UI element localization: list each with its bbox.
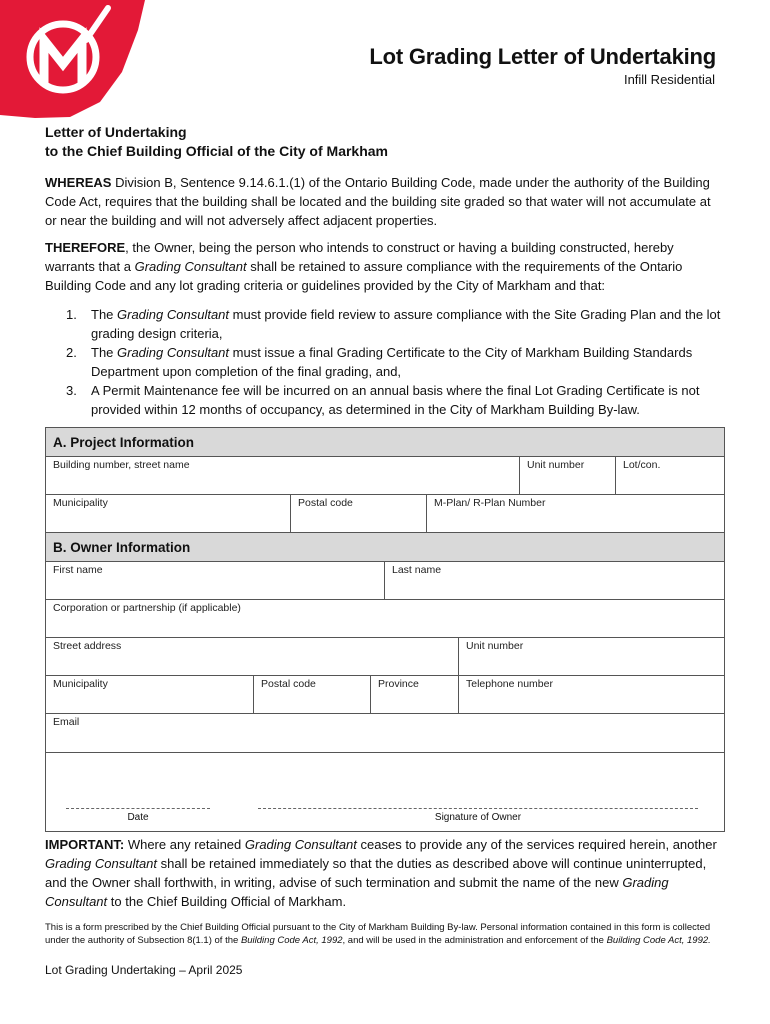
owner-municipality-field[interactable]: Municipality xyxy=(46,676,254,713)
street-address-field[interactable]: Street address xyxy=(46,638,459,675)
project-municipality-field[interactable]: Municipality xyxy=(46,495,291,532)
last-name-field[interactable]: Last name xyxy=(392,564,442,576)
whereas-paragraph: WHEREAS Division B, Sentence 9.14.6.1.(1) of the Ontario Building Code, made under the authority of the Building Code Act, requires that the building shall be located and the building site graded so that water will not accumulate at or near the building and will not adversely affect adjacent properties. xyxy=(45,175,711,228)
city-of-markham-logo xyxy=(0,0,150,122)
mplan-rplan-field[interactable]: M-Plan/ R-Plan Number xyxy=(434,497,546,509)
list-item: 2. The Grading Consultant must issue a final Grading Certificate to the City of Markham Building Standards Department upon completion of the final grading, and, xyxy=(66,345,693,379)
corporation-field[interactable]: Corporation or partnership (if applicable) xyxy=(53,602,241,614)
project-postal-code-field[interactable]: Postal code xyxy=(291,495,427,532)
letter-heading: Letter of Undertaking to the Chief Building Official of the City of Markham xyxy=(45,124,389,159)
privacy-footnote: This is a form prescribed by the Chief Building Official pursuant to the City of Markham Building By-law. Personal information contained in this form is collected under the authority of Subsection 8(1.1) of the Building Code Act, 1992, and will be used in the administration and enforcement of the Building Code Act, 1992. xyxy=(45,922,711,946)
building-number-street-field[interactable]: Building number, street name xyxy=(46,457,520,494)
owner-postal-code-field[interactable]: Postal code xyxy=(254,676,371,713)
important-notice: IMPORTANT: Where any retained Grading Consultant ceases to provide any of the services required herein, another Grading Consultant shall be retained immediately so that the duties as described above will continue uninterrupted, and the Owner shall forthwith, in writing, advise of such termination and submit the name of the new Grading Consultant to the Chief Building Official of Markham. xyxy=(45,837,717,909)
telephone-field[interactable]: Telephone number xyxy=(466,678,553,690)
province-field[interactable]: Province xyxy=(371,676,459,713)
signature-area[interactable] xyxy=(46,752,724,831)
list-item: 1. The Grading Consultant must provide field review to assure compliance with the Site Grading Plan and the lot grading design criteria, xyxy=(66,307,721,341)
therefore-paragraph: THEREFORE, the Owner, being the person who intends to construct or having a building constructed, hereby warrants that a Grading Consultant shall be retained to assure compliance with the requirements of the Ontario Building Code and any lot grading criteria or guidelines provided by the City of Markham and that: xyxy=(45,240,683,293)
undertaking-form xyxy=(45,427,725,832)
form-version-footer: Lot Grading Undertaking – April 2025 xyxy=(45,963,243,977)
signature-line xyxy=(258,808,698,809)
lot-con-field[interactable]: Lot/con. xyxy=(623,459,661,471)
date-line xyxy=(66,808,210,809)
owner-unit-number-field[interactable]: Unit number xyxy=(466,640,524,652)
section-b-title: B. Owner Information xyxy=(46,533,724,562)
list-item: 3. A Permit Maintenance fee will be incurred on an annual basis where the final Lot Grading Certificate is not provided within 12 months of occupancy, as determined in the City of Markham Building By-law. xyxy=(66,383,700,417)
page-subtitle: Infill Residential xyxy=(623,72,715,87)
email-field[interactable]: Email xyxy=(53,716,80,728)
page-title: Lot Grading Letter of Undertaking xyxy=(369,44,716,69)
section-a-title: A. Project Information xyxy=(46,428,724,457)
project-unit-number-field[interactable]: Unit number xyxy=(520,457,616,494)
date-label: Date xyxy=(127,812,149,823)
signature-label: Signature of Owner xyxy=(434,812,522,823)
first-name-field[interactable]: First name xyxy=(46,562,385,599)
conditions-list xyxy=(45,305,725,419)
